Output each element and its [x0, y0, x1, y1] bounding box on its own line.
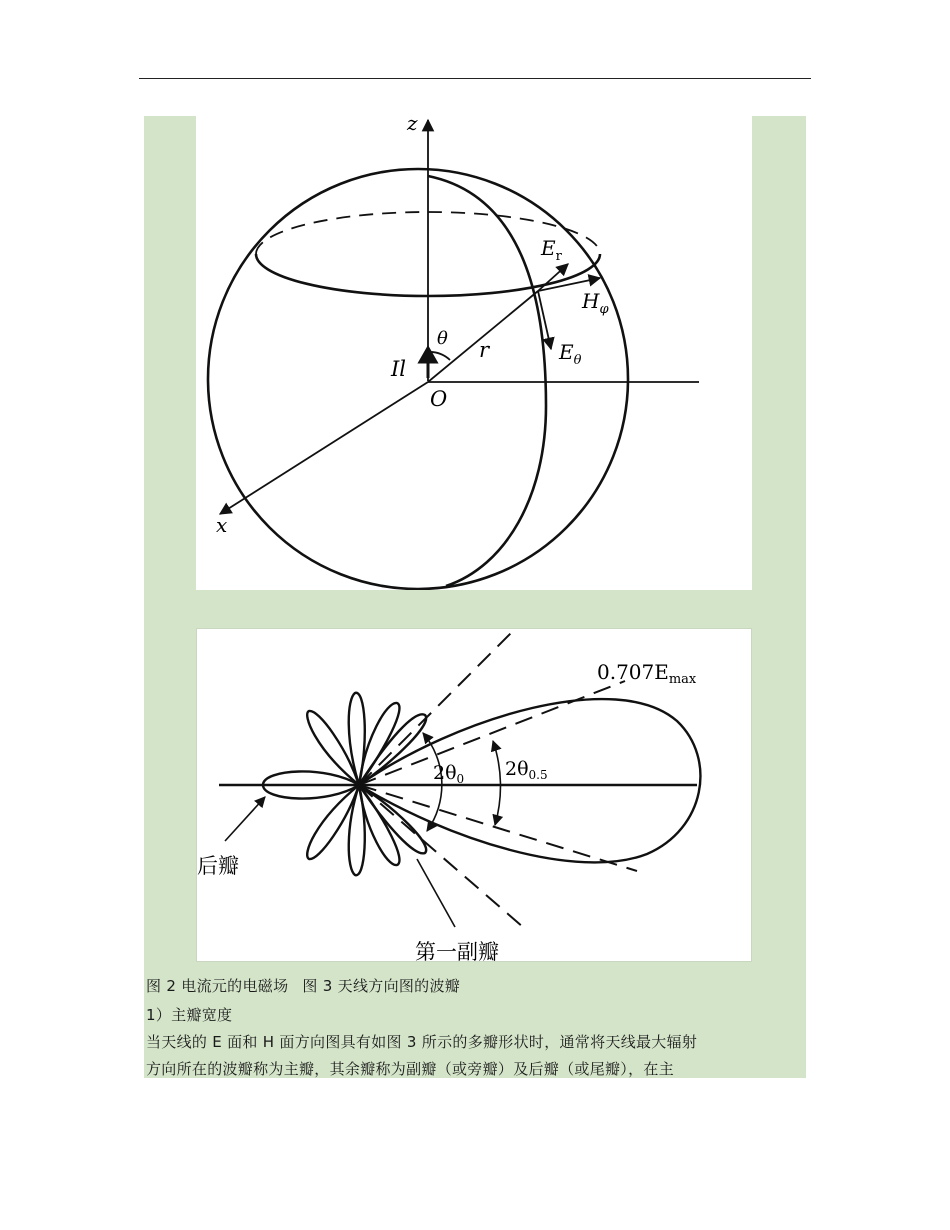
- paragraph-line-1: 当天线的 E 面和 H 面方向图具有如图 3 所示的多瓣形状时，通常将天线最大辐射: [146, 1033, 698, 1051]
- side-lobe-pointer: [417, 859, 455, 927]
- r-label: r: [479, 338, 490, 362]
- E-r-label: $E_r$: [541, 236, 562, 264]
- half-power-line-lower: [359, 785, 637, 871]
- z-label: z: [407, 116, 418, 135]
- figure-current-element-sphere: [196, 116, 752, 590]
- figure-antenna-pattern-lobes: [196, 628, 752, 962]
- H-phi-label: $H_\varphi$: [582, 289, 609, 317]
- threshold-label: $0.707E_{max}$: [597, 660, 697, 687]
- caption-figure-3: 图 3 天线方向图的波瓣: [302, 977, 461, 995]
- meridian-arc: [428, 176, 546, 586]
- E-theta-label: $E_\theta$: [559, 340, 582, 368]
- section-heading: 1）主瓣宽度: [146, 1006, 233, 1024]
- figure-captions: [146, 976, 460, 996]
- half-power-width-label: $2\theta_{0.5}$: [505, 758, 548, 782]
- sphere-outline: [208, 169, 628, 589]
- theta-label: θ: [437, 328, 448, 349]
- paragraph-line-2: 方向所在的波瓣称为主瓣，其余瓣称为副瓣（或旁瓣）及后瓣（或尾瓣），在主: [146, 1060, 675, 1078]
- back-lobe-pointer: [225, 797, 265, 841]
- half-power-line-upper: [359, 681, 625, 785]
- current-label: Il: [391, 357, 407, 381]
- x-label: x: [216, 513, 228, 537]
- back-lobe-label: 后瓣: [197, 854, 239, 878]
- origin-label: O: [430, 387, 448, 411]
- first-side-lobe-label: 第一副瓣: [415, 940, 499, 963]
- header-rule: [139, 78, 811, 79]
- null-width-label: $2\theta_0$: [433, 762, 465, 786]
- x-axis: [220, 382, 428, 514]
- caption-figure-2: 图 2 电流元的电磁场: [146, 977, 289, 995]
- half-power-width-arc: [493, 741, 500, 825]
